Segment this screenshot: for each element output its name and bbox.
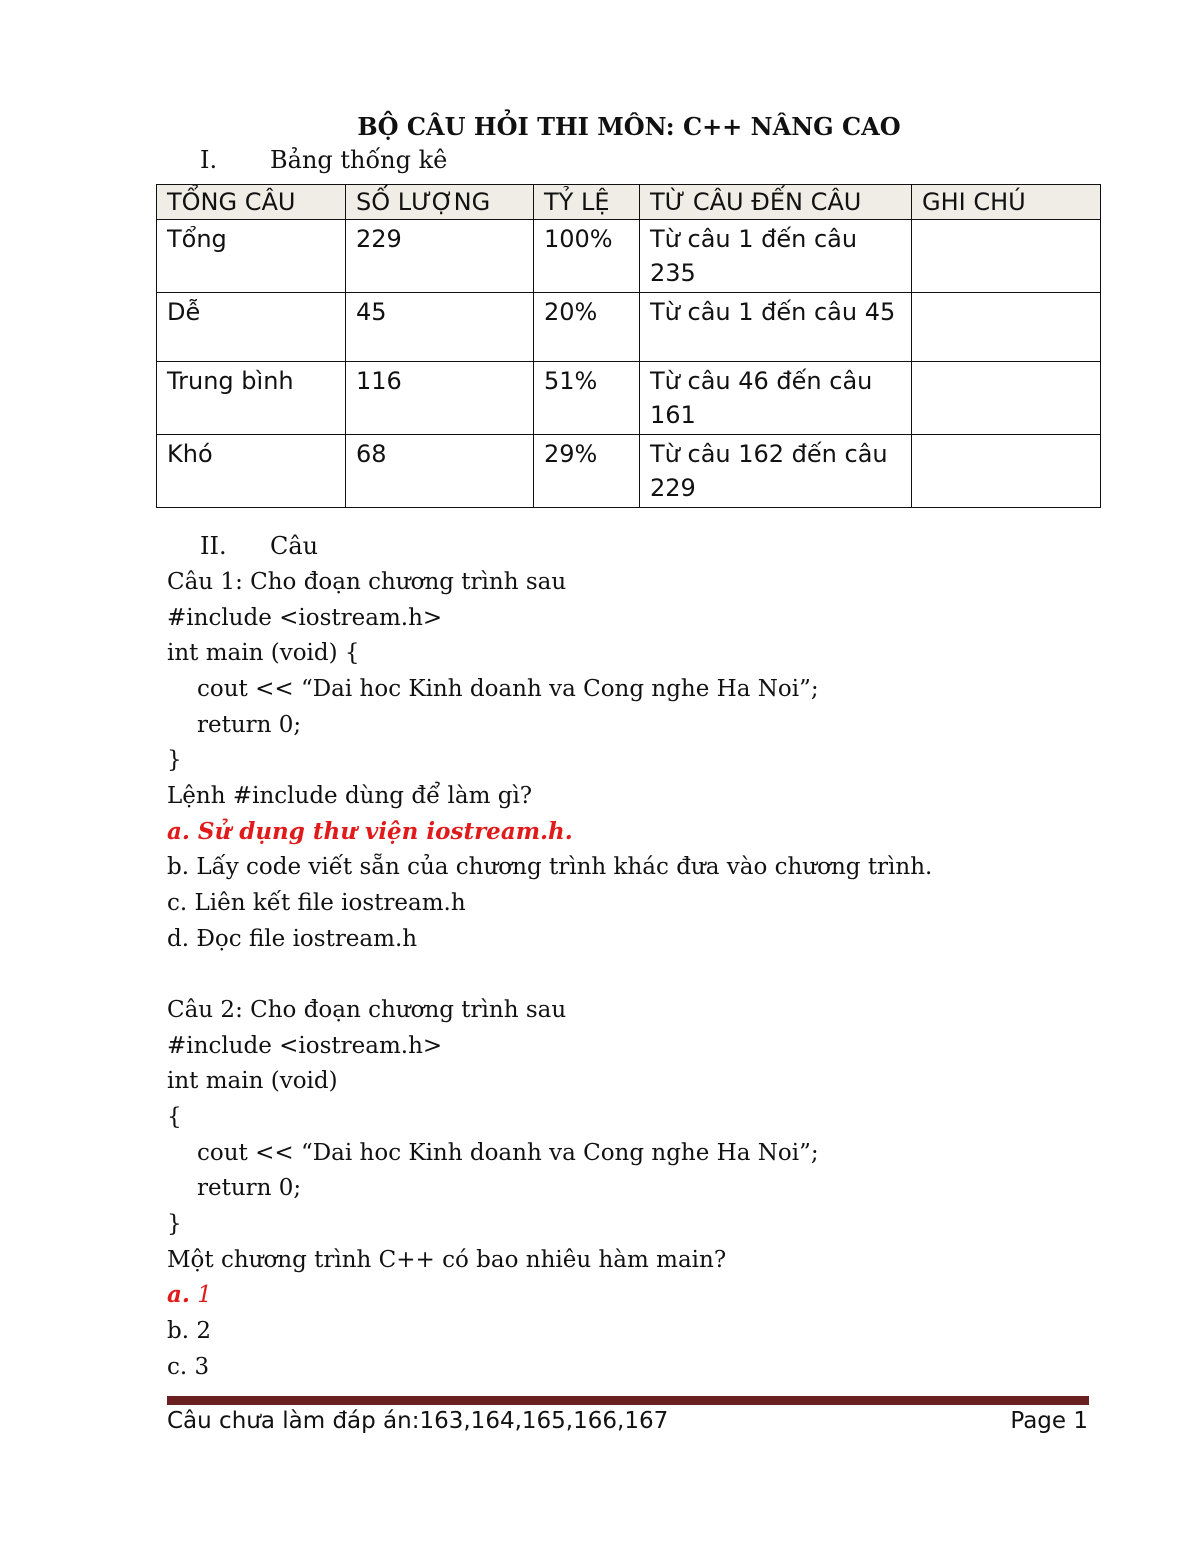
question-text: Một chương trình C++ có bao nhiêu hàm main? bbox=[167, 1247, 727, 1273]
table-row bbox=[157, 220, 1101, 293]
code-line: cout << “Dai hoc Kinh doanh va Cong nghe Ha Noi”; bbox=[197, 676, 819, 702]
page-number bbox=[1010, 1408, 1088, 1434]
page-value: 1 bbox=[1073, 1408, 1088, 1434]
table-cell: 45 bbox=[346, 293, 534, 362]
table-cell: Từ câu 1 đến câu 45 bbox=[640, 293, 912, 362]
table-cell: Từ câu 1 đến câu 235 bbox=[640, 220, 912, 293]
table-header-row bbox=[157, 185, 1101, 220]
table-row bbox=[157, 362, 1101, 435]
code-line: } bbox=[167, 1211, 182, 1237]
table-cell: 100% bbox=[534, 220, 640, 293]
answer-correct bbox=[167, 1278, 212, 1312]
table-cell bbox=[912, 362, 1101, 435]
question-title: Câu 2: Cho đoạn chương trình sau bbox=[167, 997, 567, 1023]
section-number: II. bbox=[200, 532, 227, 560]
table-cell: 116 bbox=[346, 362, 534, 435]
statistics-table bbox=[156, 184, 1101, 508]
code-line: #include <iostream.h> bbox=[167, 1033, 443, 1059]
table-cell: 229 bbox=[346, 220, 534, 293]
table-row bbox=[157, 293, 1101, 362]
section-heading-2 bbox=[200, 532, 800, 564]
table-cell bbox=[912, 435, 1101, 508]
table-cell: Tổng bbox=[157, 220, 346, 293]
section-heading-1 bbox=[200, 146, 800, 178]
code-line: cout << “Dai hoc Kinh doanh va Cong nghe Ha Noi”; bbox=[197, 1140, 819, 1166]
table-header: TỔNG CÂU bbox=[157, 185, 346, 220]
code-line: } bbox=[167, 747, 182, 773]
table-row bbox=[157, 435, 1101, 508]
table-header: TỶ LỆ bbox=[534, 185, 640, 220]
question-title: Câu 1: Cho đoạn chương trình sau bbox=[167, 569, 567, 595]
table-cell bbox=[912, 220, 1101, 293]
table-cell: 68 bbox=[346, 435, 534, 508]
table-cell: 20% bbox=[534, 293, 640, 362]
answer-letter: a. bbox=[167, 1281, 190, 1308]
answer-option: d. Đọc file iostream.h bbox=[167, 926, 418, 952]
footer-divider bbox=[167, 1396, 1089, 1405]
table-header: SỐ LƯỢNG bbox=[346, 185, 534, 220]
code-line: return 0; bbox=[197, 712, 302, 738]
table-cell: Trung bình bbox=[157, 362, 346, 435]
answer-option: c. Liên kết file iostream.h bbox=[167, 890, 466, 916]
page-label: Page bbox=[1010, 1408, 1067, 1434]
table-cell: Từ câu 162 đến câu 229 bbox=[640, 435, 912, 508]
table-cell: Khó bbox=[157, 435, 346, 508]
section-number: I. bbox=[200, 146, 218, 174]
question-text: Lệnh #include dùng để làm gì? bbox=[167, 783, 533, 809]
table-cell: Từ câu 46 đến câu 161 bbox=[640, 362, 912, 435]
answer-option: c. 3 bbox=[167, 1354, 210, 1380]
table-header: GHI CHÚ bbox=[912, 185, 1101, 220]
answer-option: b. 2 bbox=[167, 1318, 211, 1344]
table-cell: 29% bbox=[534, 435, 640, 508]
table-cell bbox=[912, 293, 1101, 362]
section-text: Bảng thống kê bbox=[270, 146, 448, 174]
code-line: int main (void) { bbox=[167, 640, 360, 666]
code-line: { bbox=[167, 1104, 182, 1130]
code-line: int main (void) bbox=[167, 1068, 338, 1094]
code-line: return 0; bbox=[197, 1175, 302, 1201]
section-text: Câu bbox=[270, 532, 319, 560]
code-line: #include <iostream.h> bbox=[167, 605, 443, 631]
table-cell: Dễ bbox=[157, 293, 346, 362]
answer-correct: a. Sử dụng thư viện iostream.h. bbox=[167, 818, 573, 845]
answer-value: 1 bbox=[197, 1282, 212, 1308]
page-title: BỘ CÂU HỎI THI MÔN: C++ NÂNG CAO bbox=[357, 112, 901, 141]
answer-option: b. Lấy code viết sẵn của chương trình khác đưa vào chương trình. bbox=[167, 854, 933, 880]
table-cell: 51% bbox=[534, 362, 640, 435]
footer-note: Câu chưa làm đáp án:163,164,165,166,167 bbox=[167, 1408, 669, 1434]
table-header: TỪ CÂU ĐẾN CÂU bbox=[640, 185, 912, 220]
